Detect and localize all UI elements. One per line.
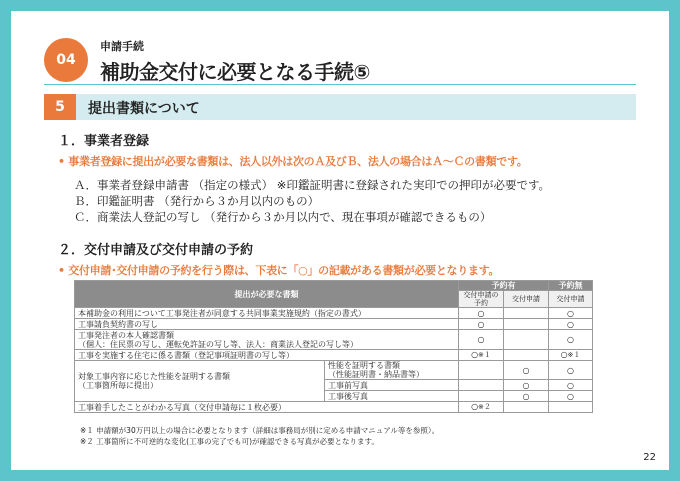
footnote-mark: ※２ — [478, 403, 491, 411]
column-header-application: 交付申請 — [504, 291, 549, 308]
doc-item-c: Ｃ．商業法人登記の写し （発行から３か月以内で、現在事項が確認できるもの） — [74, 210, 492, 224]
sub-row-label: 工事前写真 — [325, 380, 459, 391]
footnote-2: ※２ 工事箇所に不可逆的な変化(工事の完了でも可)が確認できる写真が必要となります。 — [80, 437, 379, 446]
cell-application: ○ — [504, 380, 549, 391]
table-row — [75, 330, 593, 350]
page-title: 補助金交付に必要となる手続⑤ — [100, 60, 370, 84]
cell-application — [504, 308, 549, 319]
row-label: 工事着手したことがわかる写真（交付申請毎に１枚必要） — [75, 402, 459, 413]
circle-mark: ○ — [471, 402, 479, 411]
footnote-1: ※１ 申請額が30万円以上の場合に必要となります（詳細は事務局が別に定める申請マニュアル等を参照）。 — [80, 426, 440, 435]
required-documents-table — [74, 280, 593, 413]
part1-note: • 事業者登録に提出が必要な書類は、法人以外は次のＡ及びＢ、法人の場合はＡ～Ｃの書類です。 — [58, 155, 528, 168]
doc-item-b: Ｂ．印鑑証明書 （発行から３か月以内のもの） — [74, 194, 320, 208]
row-label: 工事請負契約書の写し — [75, 319, 459, 330]
footnote-mark: ※１ — [567, 351, 581, 359]
part1-note-text: 事業者登録に提出が必要な書類は、法人以外は次のＡ及びＢ、法人の場合はＡ～Ｃの書類です。 — [68, 155, 528, 168]
cell-application: ○ — [504, 391, 549, 402]
cell-application: ○ — [504, 361, 549, 380]
cell-application — [504, 330, 549, 350]
row-label: 工事を実施する住宅に係る書類（登記事項証明書の写し等） — [75, 350, 459, 361]
section-title: 提出書類について — [88, 101, 200, 117]
cell-reservation: ○ — [459, 308, 504, 319]
cell-application-unreserved: ○ — [549, 361, 593, 380]
cell-reservation — [459, 402, 504, 413]
chapter-kicker: 申請手続 — [100, 40, 144, 53]
column-header-application-unreserved: 交付申請 — [549, 291, 593, 308]
title-divider — [44, 84, 636, 85]
cell-application — [504, 402, 549, 413]
cell-application-unreserved: ○ — [549, 330, 593, 350]
table-row — [75, 308, 593, 319]
table-row — [75, 402, 593, 413]
section-number: 5 — [44, 94, 76, 120]
row-label: 対象工事内容に応じた性能を証明する書類 （工事箇所毎に提出） — [75, 361, 325, 402]
cell-application — [504, 350, 549, 361]
footnote-mark: ※１ — [478, 351, 491, 359]
chapter-badge: 04 — [44, 38, 88, 82]
column-group-unreserved: 予約無 — [549, 281, 593, 291]
cell-reservation — [459, 380, 504, 391]
cell-reservation — [459, 361, 504, 380]
page-number: 22 — [643, 452, 656, 463]
cell-reservation: ○ — [459, 319, 504, 330]
cell-application — [504, 319, 549, 330]
cell-reservation — [459, 350, 504, 361]
part1-heading: １．事業者登録 — [58, 134, 150, 149]
column-group-reserved: 予約有 — [459, 281, 549, 291]
part2-note: • 交付申請･交付申請の予約を行う際は、下表に「○」の記載がある書類が必要となります。 — [58, 264, 500, 277]
table-row — [75, 361, 593, 380]
cell-application-unreserved: ○ — [549, 308, 593, 319]
cell-application-unreserved — [549, 402, 593, 413]
sub-row-label: 性能を証明する書類 （性能証明書・納品書等） — [325, 361, 459, 380]
circle-mark: ○ — [560, 350, 568, 359]
cell-application-unreserved — [549, 350, 593, 361]
part2-note-text: 交付申請･交付申請の予約を行う際は、下表に「○」の記載がある書類が必要となります。 — [68, 264, 500, 277]
table-row — [75, 319, 593, 330]
sub-row-label: 工事後写真 — [325, 391, 459, 402]
part2-heading: ２．交付申請及び交付申請の予約 — [58, 243, 254, 258]
doc-item-a: Ａ．事業者登録申請書 （指定の様式） ※印鑑証明書に登録された実印での押印が必要です。 — [74, 178, 551, 192]
row-label: 工事発注者の本人確認書類 （個人：住民票の写し、運転免許証の写し等、法人：商業法人登記の写し等） — [75, 330, 459, 350]
row-label: 本補助金の利用について工事発注者が同意する共同事業実施規約（指定の書式） — [75, 308, 459, 319]
cell-reservation — [459, 391, 504, 402]
column-header-documents: 提出が必要な書類 — [75, 281, 459, 308]
cell-application-unreserved: ○ — [549, 391, 593, 402]
table-row — [75, 350, 593, 361]
cell-application-unreserved: ○ — [549, 380, 593, 391]
circle-mark: ○ — [471, 350, 479, 359]
cell-reservation: ○ — [459, 330, 504, 350]
cell-application-unreserved: ○ — [549, 319, 593, 330]
column-header-reservation: 交付申請の予約 — [459, 291, 504, 308]
